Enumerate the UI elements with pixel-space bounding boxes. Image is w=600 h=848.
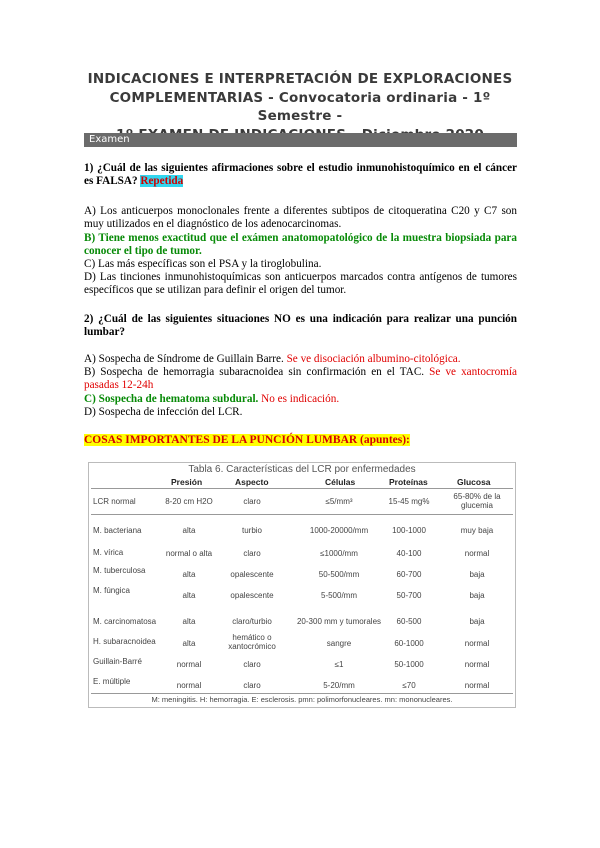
table-cell: ≤70 — [402, 681, 416, 690]
table-cell: claro — [243, 681, 261, 690]
row-label: M. carcinomatosa — [93, 617, 157, 626]
table-caption: Tabla 6. Características del LCR por enfermedades — [188, 464, 416, 475]
question-2-option-c — [84, 393, 517, 406]
table-cell: normal — [176, 681, 202, 690]
option-b-text: B) Sospecha de hemorragia subaracnoidea sin confirmación en el TAC. — [84, 366, 425, 378]
row-label: H. subaracnoidea — [93, 637, 156, 646]
table-cell: 50-700 — [396, 591, 422, 600]
row-label: M. bacteriana — [93, 526, 142, 535]
table-cell: baja — [469, 570, 485, 579]
table-cell: 15-45 mg% — [388, 497, 430, 506]
row-label: M. vírica — [93, 548, 124, 557]
table-cell: claro/turbio — [232, 617, 272, 626]
table-cell: 40-100 — [396, 549, 422, 558]
row-label: M. tuberculosa — [93, 566, 146, 575]
row-divider — [91, 514, 513, 515]
option-c-text: C) Sospecha de hematoma subdural. — [84, 393, 259, 405]
table-cell: opalescente — [230, 591, 274, 600]
question-2-option-b — [84, 366, 517, 392]
table-cell: opalescente — [230, 570, 274, 579]
question-1-option-b: B) Tiene menos exactitud que el exámen anatomopatológico de la muestra biopsiada para conocer el tipo de tumor. — [84, 232, 517, 258]
repeated-tag: Repetida — [140, 175, 184, 188]
table-cell: normal — [464, 549, 490, 558]
table-cell: alta — [182, 570, 196, 579]
table-cell: baja — [469, 617, 485, 626]
header-aspecto: Aspecto — [235, 477, 269, 487]
table-cell: 8-20 cm H2O — [165, 497, 213, 506]
important-notes-heading — [84, 433, 517, 447]
table-cell: 60-700 — [396, 570, 422, 579]
option-a-note: Se ve disociación albumino-citológica. — [286, 353, 461, 365]
table-cell: ≤1 — [334, 660, 344, 669]
question-2-option-a — [84, 353, 517, 366]
option-c-note: No es indicación. — [261, 393, 340, 405]
table-cell: 65-80% de la glucemia — [453, 492, 501, 510]
table-cell: alta — [182, 639, 196, 648]
question-1-option-c: C) Las más específicas son el PSA y la tiroglobulina. — [84, 258, 322, 270]
table-cell: 50-1000 — [394, 660, 424, 669]
header-glucosa: Glucosa — [457, 477, 491, 487]
table-cell: normal — [464, 660, 490, 669]
table-cell: normal o alta — [165, 549, 213, 558]
table-footnote: M: meningitis. H: hemorragia. E: esclerosis. pmn: polimorfonucleares. mn: mononucleares. — [151, 695, 453, 704]
footer-divider — [91, 693, 513, 694]
row-label: LCR normal — [93, 497, 136, 506]
table-cell: 20-300 mm y tumorales — [296, 617, 382, 626]
row-label: E. múltiple — [93, 677, 131, 686]
header-line-1: INDICACIONES E INTERPRETACIÓN DE EXPLORACIONES — [87, 71, 513, 87]
table-cell: alta — [182, 526, 196, 535]
table-cell: 50-500/mm — [318, 570, 360, 579]
question-2-option-d: D) Sospecha de infección del LCR. — [84, 406, 243, 418]
table-cell: muy baja — [460, 526, 494, 535]
question-1-text: 1) ¿Cuál de las siguientes afirmaciones sobre el estudio inmunohistoquímico en el cáncer es FALSA? — [84, 162, 517, 188]
table-cell: claro — [243, 497, 261, 506]
table-cell: ≤5/mm³ — [325, 497, 353, 506]
header-celulas: Células — [325, 477, 356, 487]
question-1 — [84, 162, 517, 188]
table-cell: hemático o xantocrómico — [228, 633, 276, 651]
table-cell: ≤1000/mm — [320, 549, 358, 558]
table-cell: 60-500 — [396, 617, 422, 626]
table-cell: turbio — [241, 526, 263, 535]
header-divider — [91, 488, 513, 489]
important-notes-text: COSAS IMPORTANTES DE LA PUNCIÓN LUMBAR (apuntes): — [84, 434, 410, 446]
question-1-option-a: A) Los anticuerpos monoclonales frente a diferentes subtipos de citoqueratina C20 y C7 son muy utilizados en el diagnóstico de los adenocarcinomas. — [84, 205, 517, 231]
option-b-note: Se ve xantocromía pasadas 12-24h — [84, 366, 518, 392]
table-cell: normal — [464, 639, 490, 648]
table-cell: normal — [464, 681, 490, 690]
table-cell: 1000-20000/mm — [309, 526, 369, 535]
table-cell: 100-1000 — [392, 526, 426, 535]
table-cell: normal — [176, 660, 202, 669]
row-label: Guillain-Barré — [93, 657, 142, 666]
table-cell: baja — [469, 591, 485, 600]
table-cell: alta — [182, 591, 196, 600]
table-cell: 60-1000 — [394, 639, 424, 648]
table-cell: sangre — [326, 639, 352, 648]
table-cell: claro — [243, 549, 261, 558]
table-cell: claro — [243, 660, 261, 669]
option-a-text: A) Sospecha de Síndrome de Guillain Barre. — [84, 353, 284, 365]
header-presion: Presión — [171, 477, 203, 487]
header-proteinas: Proteínas — [389, 477, 428, 487]
table-cell: alta — [182, 617, 196, 626]
question-2-text: 2) ¿Cuál de las siguientes situaciones NO es una indicación para realizar una punción lumbar? — [84, 313, 517, 339]
question-1-option-d: D) Las tinciones inmunohistoquímicas son anticuerpos marcados contra antígenos de tumores específicos que se utilizan para definir el origen del tumor. — [84, 271, 517, 297]
table-cell: 5-20/mm — [323, 681, 355, 690]
table-cell: 5-500/mm — [320, 591, 358, 600]
section-bar: Examen — [84, 133, 517, 147]
row-label: M. fúngica — [93, 586, 130, 595]
header-line-2: COMPLEMENTARIAS - Convocatoria ordinaria - 1º Semestre - — [109, 89, 491, 124]
csf-table — [88, 462, 516, 708]
